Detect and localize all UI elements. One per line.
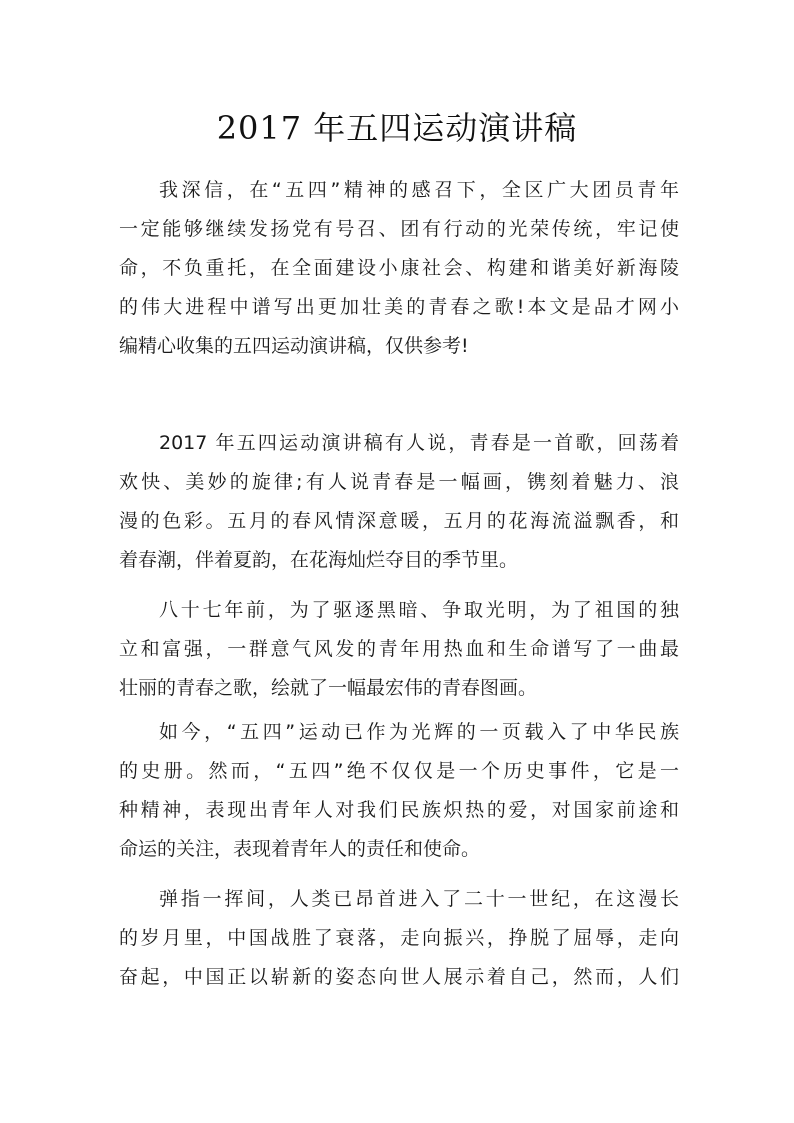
text-line: 的史册。然而，“五四”绝不仅仅是一个历史事件，它是一 xyxy=(119,760,679,782)
text-line: 的岁月里，中国战胜了衰落，走向振兴，挣脱了屈辱，走向 xyxy=(119,927,679,949)
text-line: 命，不负重托，在全面建设小康社会、构建和谐美好新海陵 xyxy=(119,257,679,279)
text-line: 种精神，表现出青年人对我们民族炽热的爱，对国家前途和 xyxy=(119,799,679,821)
text-line: 编精心收集的五四运动演讲稿，仅供参考! xyxy=(119,335,469,357)
text-line: 我深信，在“五四”精神的感召下，全区广大团员青年 xyxy=(159,179,679,201)
document-title: 2017 年五四运动演讲稿 xyxy=(216,109,578,147)
text-line: 欢快、美妙的旋律;有人说青春是一幅画，镌刻着魅力、浪 xyxy=(119,471,679,493)
text-line: 2017 年五四运动演讲稿有人说，青春是一首歌，回荡着 xyxy=(159,432,679,454)
text-line: 立和富强，一群意气风发的青年用热血和生命谱写了一曲最 xyxy=(119,638,679,660)
text-line: 八十七年前，为了驱逐黑暗、争取光明，为了祖国的独 xyxy=(159,599,679,621)
text-line: 漫的色彩。五月的春风情深意暖，五月的花海流溢飘香，和 xyxy=(119,510,679,532)
text-line: 着春潮，伴着夏韵，在花海灿烂夺目的季节里。 xyxy=(119,549,519,571)
text-line: 奋起，中国正以崭新的姿态向世人展示着自己，然而，人们 xyxy=(119,966,679,988)
text-line: 弹指一挥间，人类已昂首进入了二十一世纪，在这漫长 xyxy=(159,888,679,910)
text-line: 一定能够继续发扬党有号召、团有行动的光荣传统，牢记使 xyxy=(119,218,679,240)
text-line: 如今，“五四”运动已作为光辉的一页载入了中华民族 xyxy=(159,721,679,743)
text-line: 命运的关注，表现着青年人的责任和使命。 xyxy=(119,838,481,860)
text-line: 壮丽的青春之歌，绘就了一幅最宏伟的青春图画。 xyxy=(119,677,538,699)
text-line: 的伟大进程中谱写出更加壮美的青春之歌!本文是品才网小 xyxy=(119,296,679,318)
